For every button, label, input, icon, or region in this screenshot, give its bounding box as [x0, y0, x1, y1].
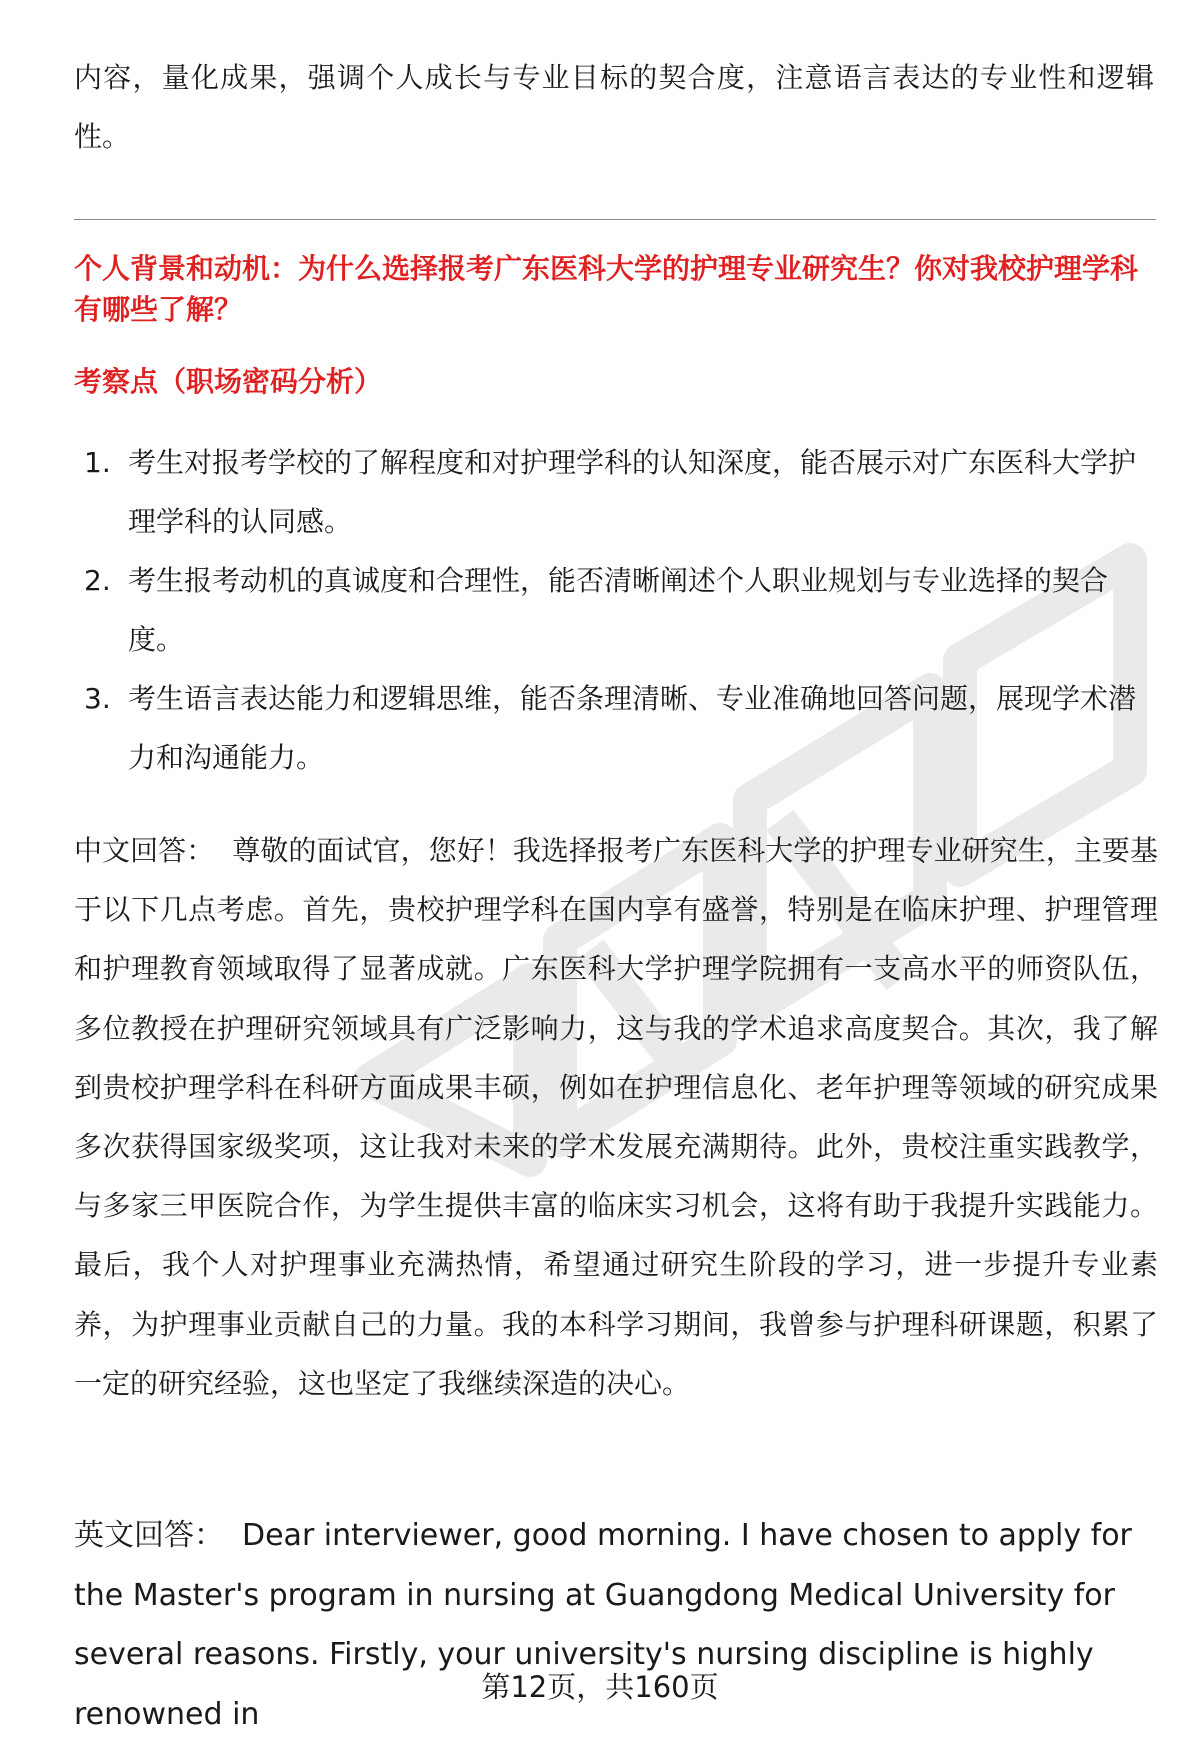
assessment-points-list [74, 433, 1156, 787]
english-answer-label: 英文回答： [74, 1518, 224, 1553]
assessment-point [74, 551, 1156, 669]
assessment-point [74, 433, 1156, 551]
assessment-heading: 考察点（职场密码分析） [74, 365, 383, 398]
intro-paragraph: 内容，量化成果，强调个人成长与专业目标的契合度，注意语言表达的专业性和逻辑性。 [74, 61, 1154, 153]
point-text: 考生语言表达能力和逻辑思维，能否条理清晰、专业准确地回答问题，展现学术潜力和沟通能力。 [128, 682, 1137, 774]
assessment-point [74, 669, 1156, 787]
chinese-answer-text: 尊敬的面试官，您好！我选择报考广东医科大学的护理专业研究生，主要基于以下几点考虑。首先，贵校护理学科在国内享有盛誉，特别是在临床护理、护理管理和护理教育领域取得了显著成就。广东医科大学护理学院拥有一支高水平的师资队伍，多位教授在护理研究领域具有广泛影响力，这与我的学术追求高度契合。其次，我了解到贵校护理学科在科研方面成果丰硕，例如在护理信息化、老年护理等领域的研究成果多次获得国家级奖项，这让我对未来的学术发展充满期待。此外，贵校注重实践教学，与多家三甲医院合作，为学生提供丰富的临床实习机会，这将有助于我提升实践能力。最后，我个人对护理事业充满热情，希望通过研究生阶段的学习，进一步提升专业素养，为护理事业贡献自己的力量。我的本科学习期间，我曾参与护理科研课题，积累了一定的研究经验，这也坚定了我继续深造的决心。 [74, 834, 1158, 1400]
english-answer-paragraph [74, 1506, 1158, 1744]
section-divider [74, 219, 1156, 220]
page-number-footer: 第12页，共160页 [481, 1670, 719, 1704]
page-body [74, 48, 1154, 166]
english-answer-text: Dear interviewer, good morning. I have chosen to apply for the Master's program in nursing at Guangdong Medical University for several reasons. Firstly, your university's nursing discipline is highly renowned in [74, 1518, 1132, 1732]
point-number: 1. [84, 446, 111, 479]
point-number: 3. [84, 682, 111, 715]
point-text: 考生报考动机的真诚度和合理性，能否清晰阐述个人职业规划与专业选择的契合度。 [128, 564, 1109, 656]
point-number: 2. [84, 564, 111, 597]
chinese-answer-label: 中文回答： [74, 834, 215, 867]
question-heading: 个人背景和动机：为什么选择报考广东医科大学的护理专业研究生？你对我校护理学科有哪些了解？ [74, 252, 1139, 326]
point-text: 考生对报考学校的了解程度和对护理学科的认知深度，能否展示对广东医科大学护理学科的认同感。 [128, 446, 1137, 538]
chinese-answer-paragraph [74, 821, 1158, 1413]
